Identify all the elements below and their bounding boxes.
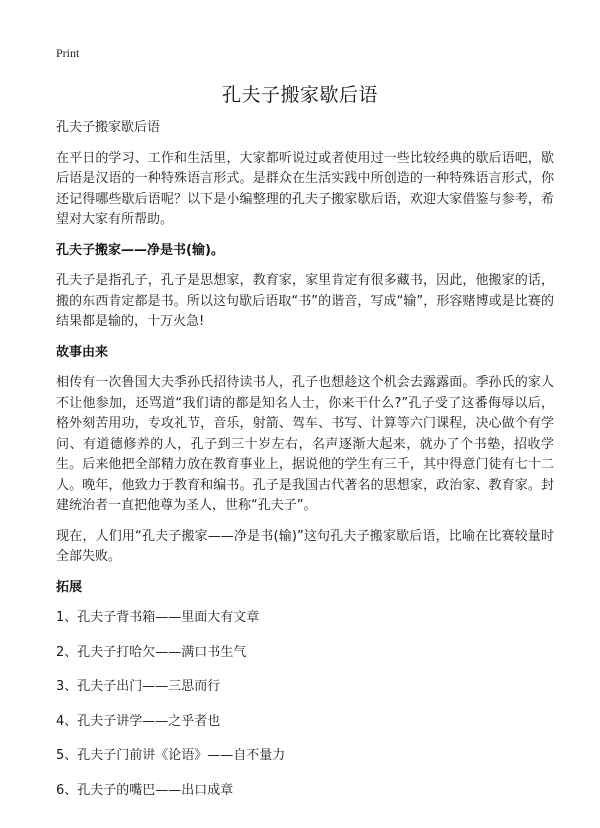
print-link[interactable]: Print (56, 46, 80, 60)
list-item: 5、孔夫子门前讲《论语》——自不量力 (56, 748, 286, 763)
intro-paragraph: 在平日的学习、工作和生活里，大家都听说过或者使用过一些比较经典的歇后语吧，歇后语是汉语的一种特殊语言形式。是群众在生活实践中所创造的一种特殊语言形式，你还记得哪些歇后语呢？以下是小编整理的孔夫子搬家歇后语，欢迎大家借鉴与参考，希望对大家有所帮助。 (56, 150, 554, 227)
article-body (56, 118, 554, 815)
article-subtitle: 孔夫子搬家歇后语 (56, 120, 161, 135)
story-paragraph: 相传有一次鲁国大夫季孙氏招待读书人，孔子也想趁这个机会去露露面。季孙氏的家人不让他参加，还骂道“我们请的都是知名人士，你来干什么?”孔子受了这番侮辱以后，格外刻苦用功，专攻礼节，音乐，射箭、驾车、书写、计算等六门课程，决心做个有学问、有道德修养的人，孔子到三十岁左右，名声逐渐大起来，就办了个书塾，招收学生。后来他把全部精力放在教育事业上，据说他的学生有三千，其中得意门徒有七十二人。晚年，他致力于教育和编书。孔子是我国古代著名的思想家，政治家、教育家。封建统治者一直把他尊为圣人，世称“孔夫子”。 (56, 375, 554, 513)
list-item: 2、孔夫子打哈欠——满口书生气 (56, 644, 247, 660)
list-item: 3、孔夫子出门——三思而行 (56, 679, 221, 694)
section-heading-main-saying: 孔夫子搬家——净是书(输)。 (56, 242, 224, 258)
list-item: 4、孔夫子讲学——之乎者也 (56, 713, 221, 729)
list-item: 6、孔夫子的嘴巴——出口成章 (56, 782, 234, 798)
usage-paragraph: 现在，人们用“孔夫子搬家——净是书(输)”这句孔夫子搬家歇后语，比喻在比赛较量时全部失败。 (56, 528, 554, 564)
section-heading-story: 故事由来 (56, 344, 109, 360)
extension-list (56, 608, 554, 801)
page-title: 孔夫子搬家歇后语 (221, 84, 378, 106)
list-item: 1、孔夫子背书箱——里面大有文章 (56, 610, 260, 625)
explanation-paragraph: 孔夫子是指孔子，孔子是思想家，教育家，家里肯定有很多藏书，因此，他搬家的话，搬的东西肯定都是书。所以这句歇后语取“书”的谐音，写成“输”，形容赌博或是比赛的结果都是输的，十万火急! (56, 273, 554, 329)
section-heading-extension: 拓展 (56, 579, 83, 595)
